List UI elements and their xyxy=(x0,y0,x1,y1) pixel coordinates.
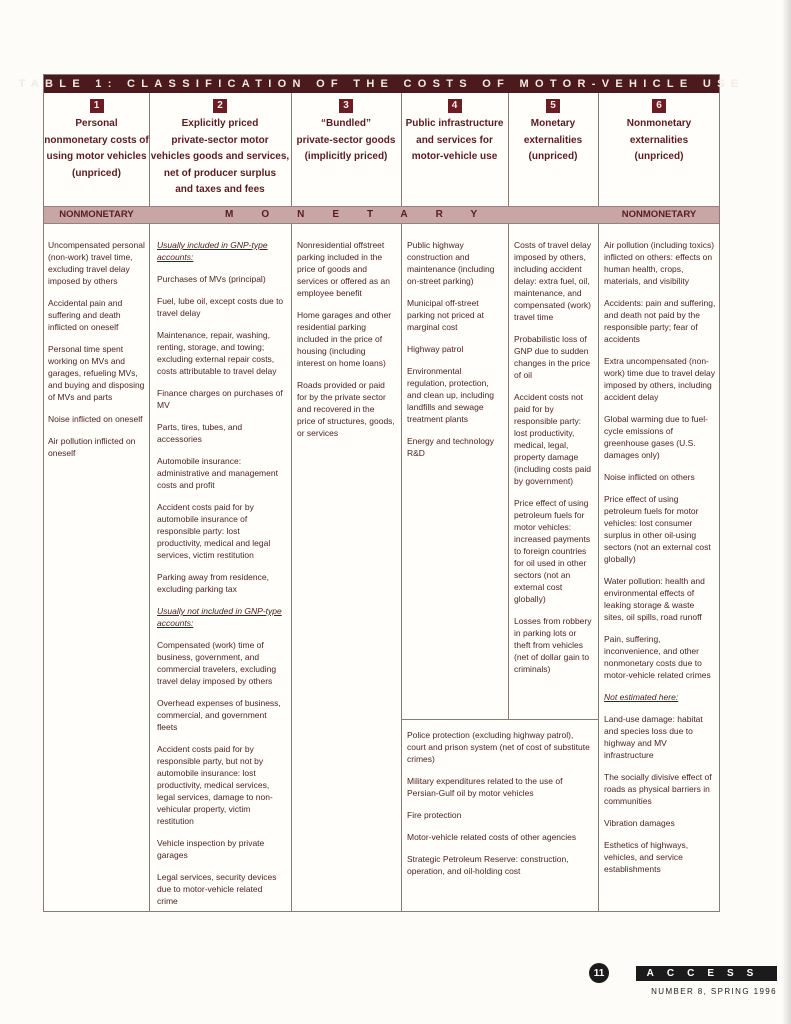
list-item: Municipal off-street parking not priced at marginal cost xyxy=(407,298,485,332)
subheading: Usually included in GNP-type accounts: xyxy=(157,240,268,262)
list-item: Automobile insurance: administrative and management costs and profit xyxy=(157,456,278,490)
list-item: Strategic Petroleum Reserve: construction, operation, and oil-holding cost xyxy=(407,854,569,876)
list-item: Environmental regulation, protection, and clean up, including landfills and sewage treatment plants xyxy=(407,366,494,424)
list-item: Esthetics of highways, vehicles, and service establishments xyxy=(604,840,689,874)
list-item: Personal time spent working on MVs and garages, refueling MVs, and buying and disposing of MVs and parts xyxy=(48,344,145,402)
list-item: Roads provided or paid for by the private sector and recovered in the price of structures, goods, or services xyxy=(297,380,395,438)
list-item: Air pollution (including toxics) inflicted on others: effects on human health, crops, materials, and visibility xyxy=(604,240,715,286)
journal-name: ACCESS xyxy=(636,966,777,981)
table-title: TABLE 1: CLASSIFICATION OF THE COSTS OF MOTOR-VEHICLE USE xyxy=(44,75,719,93)
list-item: Nonresidential offstreet parking included in the price of goods and services or offered as an employee benefit xyxy=(297,240,390,298)
column-number: 2 xyxy=(213,99,227,113)
list-item: The socially divisive effect of roads as physical barriers in communities xyxy=(604,772,712,806)
column-5-body xyxy=(514,239,594,685)
list-item: Compensated (work) time of business, government, and commercial travelers, excluding travel delay imposed by others xyxy=(157,640,277,686)
list-item: Costs of travel delay imposed by others, including accident delay: extra fuel, oil, maintenance, and compensated (work) travel time xyxy=(514,240,592,322)
page-number: 11 xyxy=(589,963,609,983)
list-item: Home garages and other residential parking included in the price of housing (including interest on home loans) xyxy=(297,310,392,368)
list-item: Pain, suffering, inconvenience, and other nonmonetary costs due to motor-vehicle related crimes xyxy=(604,634,711,680)
column-3-body xyxy=(297,239,395,449)
column-5-heading: 5 Monetary externalities (unpriced) xyxy=(523,100,583,162)
list-item: Parts, tires, tubes, and accessories xyxy=(157,422,243,444)
column-number: 5 xyxy=(546,99,560,113)
list-item: Water pollution: health and environmental effects of leaking storage & waste sites, oil spills, road runoff xyxy=(604,576,705,622)
list-item: Finance charges on purchases of MV xyxy=(157,388,283,410)
column-number: 6 xyxy=(652,99,666,113)
list-item: Energy and technology R&D xyxy=(407,436,494,458)
list-item: Highway patrol xyxy=(407,344,464,354)
list-item: Accident costs paid for by responsible party, but not by automobile insurance: lost productivity, medical services, legal services, damage to non-vehicular property, victim restitution xyxy=(157,744,273,826)
list-item: Maintenance, repair, washing, renting, storage, and towing; excluding external repair costs, costs attributable to travel delay xyxy=(157,330,277,376)
list-item: Air pollution inflicted on oneself xyxy=(48,436,136,458)
list-item: Accident costs paid for by automobile insurance of responsible party: lost productivity, medical and legal services, victim restitution xyxy=(157,502,271,560)
list-item: Price effect of using petroleum fuels for motor vehicles: increased payments to foreign countries for oil used in other sectors (not an external cost globally) xyxy=(514,498,591,604)
list-item: Noise inflicted on oneself xyxy=(48,414,143,424)
list-item: Uncompensated personal (non-work) travel time, excluding travel delay imposed by others xyxy=(48,240,145,286)
list-item: Parking away from residence, excluding parking tax xyxy=(157,572,269,594)
nonmonetary-label-right: NONMONETARY xyxy=(621,209,697,220)
list-item: Fire protection xyxy=(407,810,462,820)
cost-classification-table xyxy=(18,74,745,912)
column-6-heading: 6 Nonmonetary externalities (unpriced) xyxy=(626,100,692,162)
list-item: Probabilistic loss of GNP due to sudden changes in the price of oil xyxy=(514,334,591,380)
list-item: Purchases of MVs (principal) xyxy=(157,274,266,284)
column-number: 3 xyxy=(339,99,353,113)
list-item: Global warming due to fuel-cycle emissions of greenhouse gases (U.S. damages only) xyxy=(604,414,708,460)
column-4-heading: 4 Public infrastructure and services for motor-vehicle use xyxy=(405,100,504,162)
column-2-heading: 2 Explicitly priced private-sector motor vehicles goods and services, net of producer surplus and taxes and fees xyxy=(150,100,290,195)
subheading: Usually not included in GNP-type accounts: xyxy=(157,606,282,628)
issue-label: NUMBER 8, SPRING 1996 xyxy=(651,987,777,996)
page-edge-shadow xyxy=(782,0,791,1024)
subheading: Not estimated here: xyxy=(604,692,679,702)
column-number: 4 xyxy=(448,99,462,113)
category-band xyxy=(44,206,719,224)
list-item: Accidental pain and suffering and death inflicted on oneself xyxy=(48,298,123,332)
list-item: Legal services, security devices due to motor-vehicle related crime xyxy=(157,872,277,906)
list-item: Motor-vehicle related costs of other agencies xyxy=(407,832,577,842)
list-item: Overhead expenses of business, commercial, and government fleets xyxy=(157,698,281,732)
nonmonetary-label-left: NONMONETARY xyxy=(59,209,134,220)
list-item: Police protection (excluding highway patrol), court and prison system (net of cost of substitute crimes) xyxy=(407,730,590,764)
list-item: Military expenditures related to the use of Persian-Gulf oil by motor vehicles xyxy=(407,776,563,798)
list-item: Public highway construction and maintenance (including on-street parking) xyxy=(407,240,495,286)
list-item: Price effect of using petroleum fuels for motor vehicles: lost consumer surplus in other oil-using sectors (not an external cost globally) xyxy=(604,494,711,564)
list-item: Extra uncompensated (non-work) time due to travel delay imposed by others, including accident delay xyxy=(604,356,716,402)
list-item: Noise inflicted on others xyxy=(604,472,695,482)
list-item: Accidents: pain and suffering, and death not paid by the responsible party; fear of accidents xyxy=(604,298,716,344)
column-1-heading: 1 Personal nonmonetary costs of using motor vehicles (unpriced) xyxy=(44,100,149,179)
list-item: Vehicle inspection by private garages xyxy=(157,838,265,860)
columns-4-5-merged-body xyxy=(407,729,593,887)
monetary-label: MONETARY xyxy=(225,209,506,220)
column-2-body xyxy=(157,239,285,917)
column-number: 1 xyxy=(90,99,104,113)
list-item: Vibration damages xyxy=(604,818,675,828)
column-3-heading: 3 “Bundled” private-sector goods (implicitly priced) xyxy=(296,100,396,162)
column-6-body xyxy=(604,239,716,885)
list-item: Losses from robbery in parking lots or theft from vehicles (net of dollar gain to criminals) xyxy=(514,616,592,674)
list-item: Accident costs not paid for by responsible party: lost productivity, medical, legal, property damage (including costs paid by government) xyxy=(514,392,592,486)
list-item: Land-use damage: habitat and species loss due to highway and MV infrastructure xyxy=(604,714,703,760)
list-item: Fuel, lube oil, except costs due to travel delay xyxy=(157,296,284,318)
column-4-body xyxy=(407,239,503,469)
column-1-body xyxy=(48,239,146,469)
